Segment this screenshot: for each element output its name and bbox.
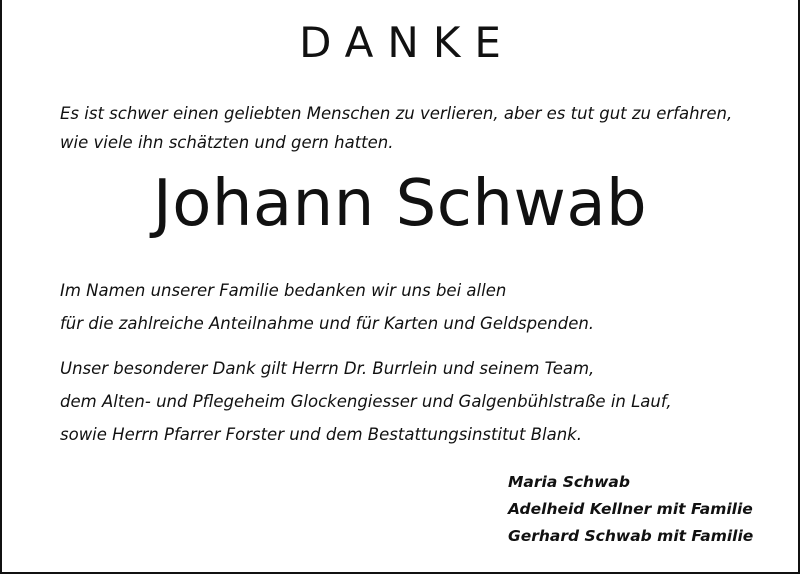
notice-heading: DANKE — [299, 18, 515, 67]
paragraph-line: Unser besonderer Dank gilt Herrn Dr. Burrlein und seinem Team, — [60, 359, 595, 378]
signature-name: Gerhard Schwab mit Familie — [508, 527, 754, 545]
deceased-name: Johann Schwab — [152, 167, 648, 241]
signature-name: Adelheid Kellner mit Familie — [508, 500, 753, 518]
paragraph-line: sowie Herrn Pfarrer Forster und dem Bestattungsinstitut Blank. — [60, 425, 582, 444]
thanks-paragraph-special — [60, 352, 760, 451]
signature-name: Maria Schwab — [508, 473, 630, 491]
intro-line: Es ist schwer einen geliebten Menschen zu verlieren, aber es tut gut zu erfahren, — [60, 104, 733, 123]
paragraph-line: dem Alten- und Pflegeheim Glockengiesser und Galgenbühlstraße in Lauf, — [60, 392, 672, 411]
paragraph-line: Im Namen unserer Familie bedanken wir uns bei allen — [60, 281, 507, 300]
signature-block — [508, 469, 788, 550]
intro-line: wie viele ihn schätzten und gern hatten. — [60, 133, 394, 152]
intro-text — [60, 99, 760, 157]
paragraph-line: für die zahlreiche Anteilnahme und für Karten und Geldspenden. — [60, 314, 595, 333]
thanks-paragraph-family — [60, 274, 760, 340]
